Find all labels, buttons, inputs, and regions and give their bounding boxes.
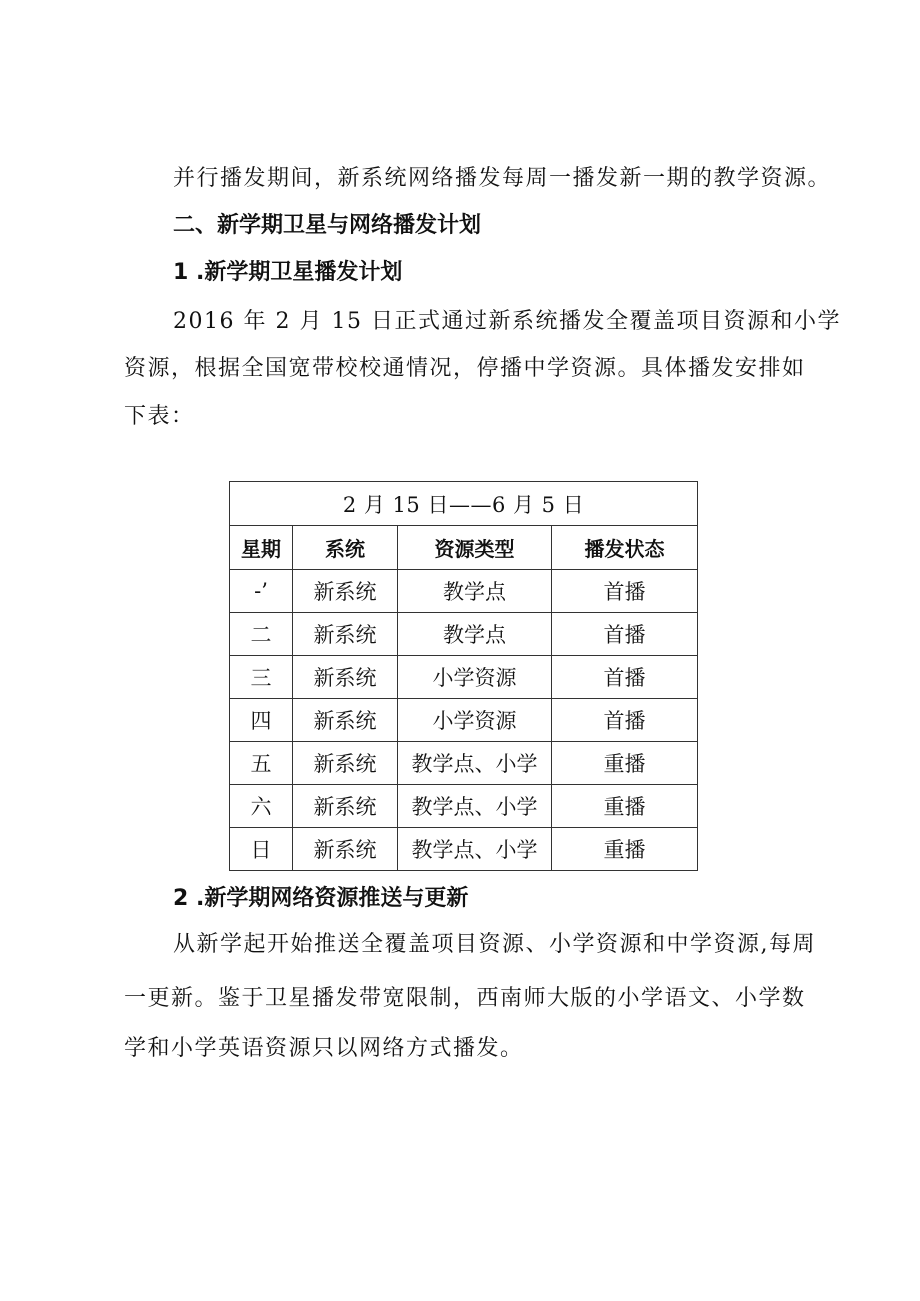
table-cell: -’ [230, 570, 293, 613]
table-cell: 重播 [552, 828, 698, 871]
subsection-heading: 1 .新学期卫星播发计划 [173, 260, 403, 285]
table-cell: 日 [230, 828, 293, 871]
table-cell: 首播 [552, 699, 698, 742]
paragraph-text: 资源，根据全国宽带校校通情况，停播中学资源。具体播发安排如 [124, 356, 806, 381]
table-cell: 重播 [552, 785, 698, 828]
table-cell: 新系统 [293, 613, 398, 656]
paragraph-text: 2016 年 2 月 15 日正式通过新系统播发全覆盖项目资源和小学 [173, 309, 841, 334]
paragraph-text: 并行播发期间，新系统网络播发每周一播发新一期的教学资源。 [173, 166, 832, 191]
table-title: 2 月 15 日——6 月 5 日 [230, 482, 698, 526]
table-cell: 新系统 [293, 570, 398, 613]
table-cell: 新系统 [293, 699, 398, 742]
section-heading: 二、新学期卫星与网络播发计划 [173, 213, 482, 238]
table-cell: 重播 [552, 742, 698, 785]
table-header-row [230, 526, 698, 570]
table-cell: 首播 [552, 570, 698, 613]
table-cell: 新系统 [293, 742, 398, 785]
table-cell: 四 [230, 699, 293, 742]
table-row [230, 828, 698, 871]
table-cell: 教学点、小学 [398, 785, 552, 828]
column-header: 系统 [293, 526, 398, 570]
table-cell: 首播 [552, 613, 698, 656]
table-cell: 教学点 [398, 570, 552, 613]
table-cell: 二 [230, 613, 293, 656]
paragraph-text: 学和小学英语资源只以网络方式播发。 [124, 1036, 524, 1061]
column-header: 播发状态 [552, 526, 698, 570]
table-row [230, 785, 698, 828]
table-row [230, 699, 698, 742]
table-cell: 新系统 [293, 785, 398, 828]
subsection-heading: 2 .新学期网络资源推送与更新 [173, 886, 469, 911]
table-cell: 五 [230, 742, 293, 785]
paragraph-text: 从新学起开始推送全覆盖项目资源、小学资源和中学资源,每周 [173, 932, 816, 957]
column-header: 资源类型 [398, 526, 552, 570]
table-cell: 新系统 [293, 828, 398, 871]
table-cell: 小学资源 [398, 699, 552, 742]
table-cell: 教学点、小学 [398, 742, 552, 785]
table-cell: 教学点、小学 [398, 828, 552, 871]
table-row [230, 742, 698, 785]
table-cell: 新系统 [293, 656, 398, 699]
column-header: 星期 [230, 526, 293, 570]
table-row [230, 570, 698, 613]
table-cell: 六 [230, 785, 293, 828]
table-title-row [230, 482, 698, 526]
paragraph-text: 下表： [124, 404, 195, 429]
table-cell: 教学点 [398, 613, 552, 656]
table-cell: 首播 [552, 656, 698, 699]
paragraph-text: 一更新。鉴于卫星播发带宽限制，西南师大版的小学语文、小学数 [124, 986, 806, 1011]
table-row [230, 656, 698, 699]
table-cell: 小学资源 [398, 656, 552, 699]
table-row [230, 613, 698, 656]
broadcast-schedule-table [229, 481, 698, 871]
table-cell: 三 [230, 656, 293, 699]
